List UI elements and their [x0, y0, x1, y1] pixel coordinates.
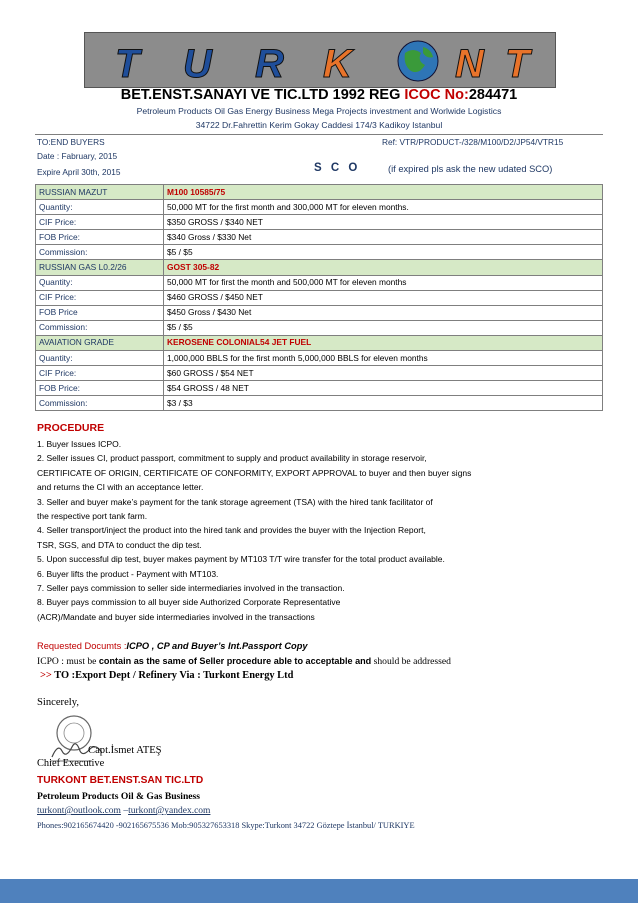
arrow-marker: >>	[40, 670, 52, 681]
footer-bar	[0, 879, 638, 903]
icoc-number: 284471	[468, 87, 518, 103]
email-separator: –	[120, 806, 129, 816]
product-label: RUSSIAN GAS L0.2/26	[36, 260, 164, 275]
product-row	[36, 200, 603, 215]
product-value: $3 / $3	[164, 396, 603, 411]
email-link-2[interactable]: turkont@yandex.com	[128, 806, 211, 816]
logo-letter-u: U	[183, 42, 212, 86]
product-value: $60 GROSS / $54 NET	[164, 366, 603, 381]
product-value: $350 GROSS / $340 NET	[164, 215, 603, 230]
product-value: 50,000 MT for the first month and 300,000 MT for eleven months.	[164, 200, 603, 215]
requested-label: Requested Documts :	[37, 641, 127, 651]
product-row	[36, 335, 603, 350]
procedure-steps	[37, 437, 607, 624]
company-subtitle: Petroleum Products Oil Gas Energy Business Mega Projects investment and Worlwide Logistics	[136, 106, 502, 116]
procedure-line: (ACR)/Mandate and buyer side intermediaries involved in the transactions	[37, 611, 315, 622]
icpo-requirement	[37, 656, 451, 667]
product-label: FOB Price:	[36, 381, 164, 396]
product-label: Commission:	[36, 396, 164, 411]
product-value: $5 / $5	[164, 320, 603, 335]
product-row	[36, 351, 603, 366]
product-value: $340 Gross / $330 Net	[164, 230, 603, 245]
procedure-line: 6. Buyer lifts the product - Payment with MT103.	[37, 568, 219, 579]
product-value: M100 10585/75	[164, 185, 603, 200]
procedure-line: 8. Buyer pays commission to all buyer side Authorized Corporate Representative	[37, 597, 341, 608]
product-label: CIF Price:	[36, 366, 164, 381]
company-rest: ENST.SAN TIC.LTD	[111, 775, 204, 786]
product-row	[36, 320, 603, 335]
address-line	[40, 670, 293, 681]
company-logo	[84, 32, 556, 88]
product-value: $460 GROSS / $450 NET	[164, 290, 603, 305]
product-label: Commission:	[36, 245, 164, 260]
signer-name: Capt.İsmet ATEŞ	[88, 745, 162, 756]
product-value: GOST 305-82	[164, 260, 603, 275]
product-row	[36, 230, 603, 245]
business-line: Petroleum Products Oil & Gas Business	[37, 791, 201, 802]
product-label: CIF Price:	[36, 290, 164, 305]
procedure-line: TSR, SGS, and DTA to conduct the dip test.	[37, 539, 202, 550]
icpo-prefix: ICPO : must be	[37, 656, 99, 667]
company-name: BET.ENST.SANAYI VE TIC.LTD 1992 REG	[120, 87, 401, 103]
product-label: FOB Price:	[36, 230, 164, 245]
product-value: $450 Gross / $430 Net	[164, 305, 603, 320]
product-label: Commission:	[36, 320, 164, 335]
product-value: 1,000,000 BBLS for the first month 5,000,000 BBLS for eleven months	[164, 351, 603, 366]
procedure-line: 5. Upon successful dip test, buyer makes payment by MT103 T/T wire transfer for the total product available.	[37, 554, 445, 565]
sco-note: (if expired pls ask the new udated SCO)	[388, 164, 553, 174]
logo-letter-t: T	[115, 42, 140, 86]
product-row	[36, 245, 603, 260]
procedure-line: and returns the CI with an acceptance letter.	[37, 482, 204, 493]
procedure-line: 4. Seller transport/inject the product into the hired tank and provides the buyer with the Injection Report,	[37, 525, 426, 536]
company-red: TURKONT BET.	[37, 775, 112, 786]
icpo-suffix: should be addressed	[371, 656, 451, 667]
product-row	[36, 185, 603, 200]
product-label: AVAIATION GRADE	[36, 335, 164, 350]
email-line	[37, 806, 210, 816]
procedure-line: the respective port tank farm.	[37, 511, 148, 522]
product-value: $54 GROSS / 48 NET	[164, 381, 603, 396]
requested-docs: ICPO , CP and Buyer’s Int.Passport Copy	[126, 641, 308, 651]
product-row	[36, 366, 603, 381]
reference: Ref: VTR/PRODUCT-/328/M100/D2/JP54/VTR15	[382, 137, 564, 147]
logo-letter-r: R	[255, 42, 284, 86]
product-label: Quantity:	[36, 275, 164, 290]
logo-letter-k: K	[323, 42, 352, 86]
product-table	[35, 184, 603, 411]
product-label: Quantity:	[36, 200, 164, 215]
company-title	[0, 87, 638, 103]
document-date: Date : Fabruary, 2015	[37, 151, 118, 161]
expiry-date: Expire April 30th, 2015	[37, 167, 121, 177]
signature-company	[37, 775, 203, 786]
product-row	[36, 381, 603, 396]
icpo-condition: contain as the same of Seller procedure able to acceptable and	[98, 656, 372, 666]
product-row	[36, 260, 603, 275]
logo-graphic	[85, 33, 555, 87]
product-row	[36, 215, 603, 230]
procedure-title: PROCEDURE	[37, 422, 105, 434]
closing: Sincerely,	[37, 697, 79, 708]
procedure-line: 2. Seller issues CI, product passport, commitment to supply and product availability in storage reservoir,	[37, 453, 427, 464]
email-link-1[interactable]: turkont@outlook.com	[37, 806, 121, 816]
product-value: $5 / $5	[164, 245, 603, 260]
product-label: FOB Price	[36, 305, 164, 320]
product-row	[36, 305, 603, 320]
product-row	[36, 290, 603, 305]
product-value: 50,000 MT for first the month and 500,000 MT for eleven months	[164, 275, 603, 290]
product-label: CIF Price:	[36, 215, 164, 230]
requested-documents	[37, 641, 308, 651]
product-value: KEROSENE COLONIAL54 JET FUEL	[164, 335, 603, 350]
product-label: Quantity:	[36, 351, 164, 366]
procedure-line: 7. Seller pays commission to seller side intermediaries involved in the transaction.	[37, 583, 345, 594]
procedure-line: 3. Seller and buyer make’s payment for the tank storage agreement (TSA) with the hired tank facilitator of	[37, 496, 433, 507]
phone-line: Phones:902165674420 -902165675536 Mob:905327653318 Skype:Turkont 34722 Göztepe İstanbul/ TURKIYE	[37, 821, 415, 830]
logo-letter-n: N	[455, 42, 484, 86]
product-row	[36, 275, 603, 290]
product-label: RUSSIAN MAZUT	[36, 185, 164, 200]
signer-title: Chief Executive	[37, 758, 105, 769]
sco-label: S C O	[314, 162, 361, 174]
product-row	[36, 396, 603, 411]
company-address: 34722 Dr.Fahrettin Kerim Gokay Caddesi 174/3 Kadikoy Istanbul	[195, 120, 443, 130]
logo-letter-t2: T	[505, 42, 530, 86]
procedure-line: 1. Buyer Issues ICPO.	[37, 439, 122, 449]
icoc-label: ICOC No:	[404, 87, 469, 103]
recipient: TO:END BUYERS	[37, 137, 105, 147]
procedure-line: CERTIFICATE OF ORIGIN, CERTIFICATE OF CONFORMITY, EXPORT APPROVAL to buyer and then buyer signs	[37, 467, 472, 478]
globe-icon	[398, 41, 438, 81]
export-dept: TO :Export Dept / Refinery Via : Turkont Energy Ltd	[51, 670, 294, 681]
